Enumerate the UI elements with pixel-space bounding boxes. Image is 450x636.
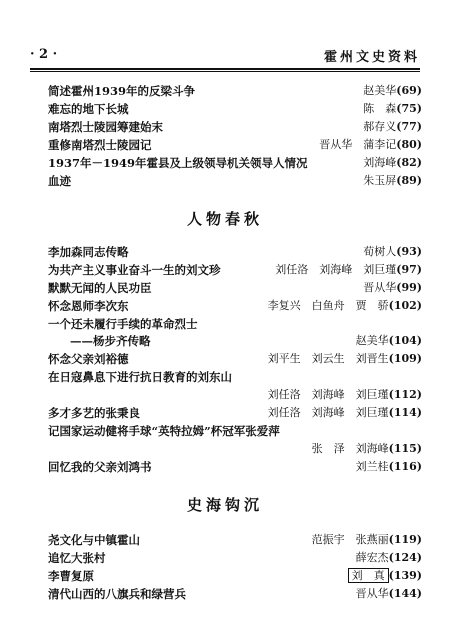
entry-author: 刘兰桂 <box>355 460 389 473</box>
entry-author: 刘海峰 <box>363 156 397 169</box>
entry-author: 晋从华 <box>363 281 397 294</box>
entry-title: 血迹 <box>48 174 71 188</box>
entry-author-page <box>268 298 422 314</box>
entry-author-page <box>363 101 422 117</box>
entry-page: (144) <box>388 587 422 600</box>
toc-entry <box>48 244 422 260</box>
entry-title: 尧文化与中镇霍山 <box>48 533 140 547</box>
entry-page: (114) <box>388 406 422 419</box>
entry-page: (124) <box>388 551 422 564</box>
entry-page: (69) <box>396 84 422 97</box>
entry-title: 为共产主义事业奋斗一生的刘文珍 <box>48 263 221 277</box>
entry-author-page <box>356 550 422 566</box>
entry-author: 范振宇 张燕丽 <box>311 533 389 546</box>
entry-title: ——杨步齐传略 <box>70 334 151 348</box>
entry-page: (139) <box>388 569 422 582</box>
toc-entry <box>48 405 422 421</box>
entry-title: 怀念父亲刘裕德 <box>48 352 129 366</box>
toc-entry <box>48 316 422 332</box>
entry-page: (109) <box>388 352 422 365</box>
entry-author-page <box>348 568 422 584</box>
entry-author: 李复兴 白鱼舟 贾 骄 <box>267 299 389 312</box>
toc-entry <box>48 568 422 584</box>
entry-author: 晋从华 蒲李记 <box>319 138 397 151</box>
running-title: 霍州文史资料 <box>323 50 420 65</box>
entry-page: (112) <box>388 388 422 401</box>
toc-entry <box>48 532 422 548</box>
header-rule-thin <box>30 71 420 72</box>
entry-page: (116) <box>388 460 422 473</box>
entry-title: 李曹复原 <box>48 569 94 583</box>
toc-entry <box>48 155 422 171</box>
entry-title: 清代山西的八旗兵和绿营兵 <box>48 587 186 601</box>
toc-entry <box>48 173 422 189</box>
entry-page: (97) <box>396 263 422 276</box>
entry-author-page <box>312 441 422 457</box>
entry-page: (115) <box>388 442 422 455</box>
toc-entry <box>48 586 422 602</box>
toc-entry <box>48 333 422 349</box>
entry-title: 一个还未履行手续的革命烈士 <box>48 317 198 331</box>
toc-entry <box>48 441 422 457</box>
toc-entry <box>48 550 422 566</box>
entry-page: (99) <box>396 281 422 294</box>
entry-title: 重修南塔烈士陵园记 <box>48 138 152 152</box>
entry-title: 多才多艺的张秉良 <box>48 406 140 420</box>
entry-title: 怀念恩师李次东 <box>48 299 129 313</box>
entry-author: 荀树人 <box>363 245 397 258</box>
entry-author-page <box>363 244 422 260</box>
toc-entry <box>48 119 422 135</box>
entry-author-page <box>268 387 422 403</box>
entry-author-page <box>363 119 422 135</box>
entry-author: 刘任洛 刘海峰 刘巨瑾 <box>267 406 389 419</box>
toc-entry <box>48 137 422 153</box>
entry-author-page <box>275 262 422 278</box>
entry-author: 晋从华 <box>355 587 389 600</box>
entry-author: 赵美华 <box>363 84 397 97</box>
entry-page: (104) <box>388 334 422 347</box>
toc-entry <box>48 83 422 99</box>
toc-entry <box>48 387 422 403</box>
entry-title: 1937年－1949年霍县及上级领导机关领导人情况 <box>48 156 308 170</box>
entry-title: 回忆我的父亲刘鸿书 <box>48 460 152 474</box>
entry-title: 简述霍州1939年的反梁斗争 <box>48 84 196 98</box>
entry-author-page <box>363 155 422 171</box>
entry-page: (82) <box>396 156 422 169</box>
entry-page: (89) <box>396 174 422 187</box>
toc-entry <box>48 423 422 439</box>
entry-page: (77) <box>396 120 422 133</box>
entry-author: 薛宏杰 <box>355 551 389 564</box>
entry-author: 郝存义 <box>363 120 397 133</box>
entry-author-page <box>363 83 422 99</box>
toc-entry <box>48 298 422 314</box>
entry-author-page <box>319 137 422 153</box>
entry-author-page <box>356 459 422 475</box>
entry-page: (93) <box>396 245 422 258</box>
entry-title: 难忘的地下长城 <box>48 102 129 116</box>
entry-author-page <box>268 351 422 367</box>
page-number: · 2 · <box>30 47 58 62</box>
toc-entry <box>48 280 422 296</box>
toc-entry <box>48 351 422 367</box>
entry-author: 赵美华 <box>355 334 389 347</box>
entry-page: (75) <box>396 102 422 115</box>
entry-author: 刘任洛 刘海峰 刘巨瑾 <box>275 263 397 276</box>
toc-entry <box>48 262 422 278</box>
entry-author-page <box>356 333 422 349</box>
entry-author: 朱玉屏 <box>363 174 397 187</box>
entry-author: 陈 森 <box>363 102 397 115</box>
toc-entry <box>48 101 422 117</box>
entry-author: 刘 真 <box>348 568 389 583</box>
entry-page: (102) <box>388 299 422 312</box>
entry-title: 默默无闻的人民功臣 <box>48 281 152 295</box>
toc-entry <box>48 369 422 385</box>
entry-author-page <box>363 173 422 189</box>
entry-author-page <box>356 586 422 602</box>
entry-author: 刘任洛 刘海峰 刘巨瑾 <box>267 388 389 401</box>
section-heading: 人物春秋 <box>186 210 263 228</box>
header-rule <box>30 68 420 70</box>
entry-title: 李加森同志传略 <box>48 245 129 259</box>
section-heading: 史海钩沉 <box>186 496 263 514</box>
entry-author: 刘平生 刘云生 刘晋生 <box>267 352 389 365</box>
entry-page: (80) <box>396 138 422 151</box>
entry-title: 南塔烈士陵园筹建始末 <box>48 120 163 134</box>
entry-title: 记国家运动健将手球“英特拉姆”杯冠军张爱萍 <box>48 424 280 438</box>
entry-author-page <box>363 280 422 296</box>
entry-author-page <box>312 532 422 548</box>
entry-title: 在日寇鼻息下进行抗日教育的刘东山 <box>48 370 232 384</box>
toc-entry <box>48 459 422 475</box>
entry-page: (119) <box>388 533 422 546</box>
entry-author-page <box>268 405 422 421</box>
entry-author: 张 泽 刘海峰 <box>311 442 389 455</box>
entry-title: 追忆大张村 <box>48 551 106 565</box>
